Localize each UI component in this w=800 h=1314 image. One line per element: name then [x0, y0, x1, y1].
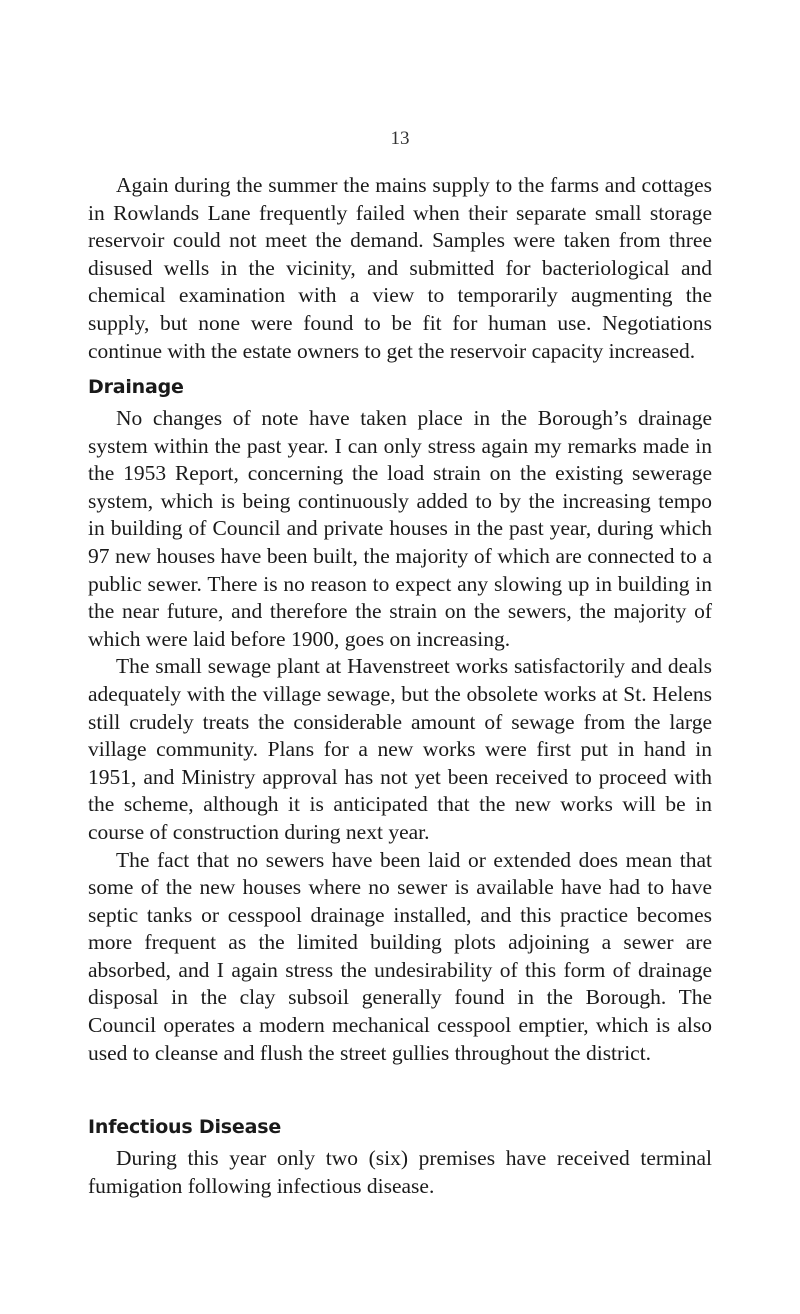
drainage-paragraph-1: No changes of note have taken place in the Borough’s drainage system within the past year. I can only stress again my remarks made in the 1953 Report, concerning the load strain on the existing sewerage system, which is being continuously added to by the increasing tempo in building of Council and private houses in the past year, during which 97 new houses have been built, the majority of which are connected to a public sewer. There is no reason to expect any slowing up in building in the near future, and therefore the strain on the sewers, the majority of which were laid before 1900, goes on increasing. [88, 406, 712, 651]
infectious-disease-paragraph: During this year only two (six) premises have received terminal fumigation following infectious disease. [88, 1146, 712, 1198]
infectious-disease-heading: Infectious Disease [88, 1116, 282, 1138]
infectious-disease-section [88, 1115, 712, 1200]
intro-paragraph: Again during the summer the mains supply to the farms and cottages in Rowlands Lane frequently failed when their separate small storage reservoir could not meet the demand. Samples were taken from three disused wells in the vicinity, and submitted for bacteriological and chemical examination with a view to temporarily augmenting the supply, but none were found to be fit for human use. Negotiations continue with the estate owners to get the reservoir capacity increased. [88, 173, 712, 363]
intro-section [88, 172, 712, 365]
drainage-section [88, 375, 712, 1067]
drainage-paragraph-3: The fact that no sewers have been laid or extended does mean that some of the new houses where no sewer is available have had to have septic tanks or cesspool drainage installed, and this practice becomes more frequent as the limited building plots adjoining a sewer are absorbed, and I again stress the undesirability of this form of drainage disposal in the clay subsoil generally found in the Borough. The Council operates a modern mechanical cesspool emptier, which is also used to cleanse and flush the street gullies throughout the district. [88, 847, 712, 1065]
drainage-heading: Drainage [88, 376, 184, 398]
drainage-paragraph-2: The small sewage plant at Havenstreet works satisfactorily and deals adequately with the village sewage, but the obsolete works at St. Helens still crudely treats the considerable amount of sewage from the large village community. Plans for a new works were first put in hand in 1951, and Ministry approval has not yet been received to proceed with the scheme, although it is anticipated that the new works will be in course of construction during next year. [88, 654, 712, 844]
page-number: 13 [390, 128, 410, 149]
